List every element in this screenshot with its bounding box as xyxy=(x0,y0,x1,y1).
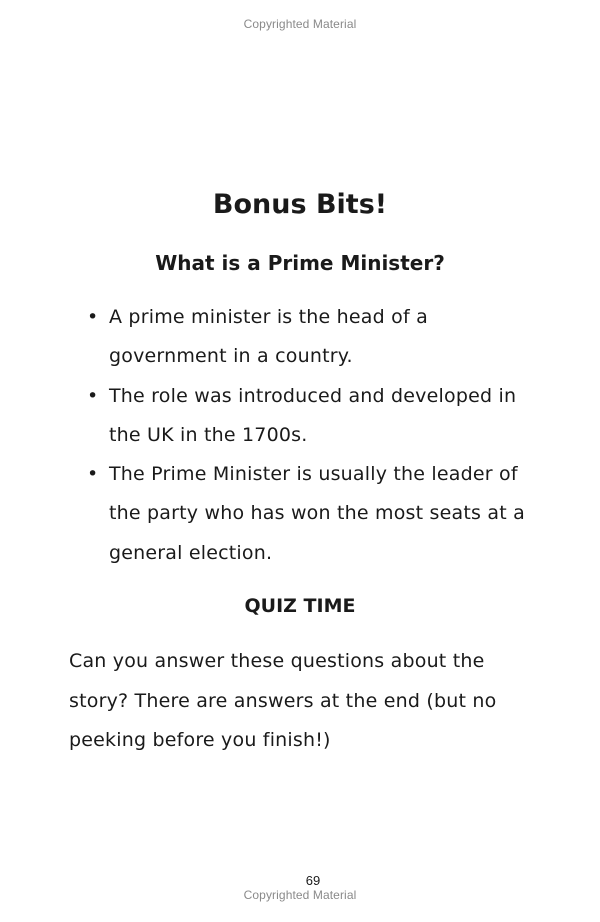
quiz-heading: QUIZ TIME xyxy=(244,595,356,617)
quiz-paragraph: Can you answer these questions about the story? There are answers at the end (but no peeking before you finish!) xyxy=(69,650,497,751)
copyright-watermark-top: Copyrighted Material xyxy=(243,17,357,31)
section-heading: What is a Prime Minister? xyxy=(155,251,445,275)
bullet-item xyxy=(0,298,600,377)
bullet-text: A prime minister is the head of a government in a country. xyxy=(109,306,428,368)
bullet-item xyxy=(0,377,600,456)
bullet-dot-icon: • xyxy=(87,463,99,486)
copyright-watermark-bottom: Copyrighted Material xyxy=(243,888,357,902)
page-number: 69 xyxy=(305,873,321,888)
bullet-text: The role was introduced and developed in the UK in the 1700s. xyxy=(109,384,517,446)
bullet-list xyxy=(0,298,600,573)
bullet-item xyxy=(0,455,600,573)
bullet-dot-icon: • xyxy=(87,306,99,328)
bullet-dot-icon: • xyxy=(87,384,99,407)
bullet-text: The Prime Minister is usually the leader of the party who has won the most seats at a general election. xyxy=(109,463,525,564)
page-title: Bonus Bits! xyxy=(212,189,388,220)
